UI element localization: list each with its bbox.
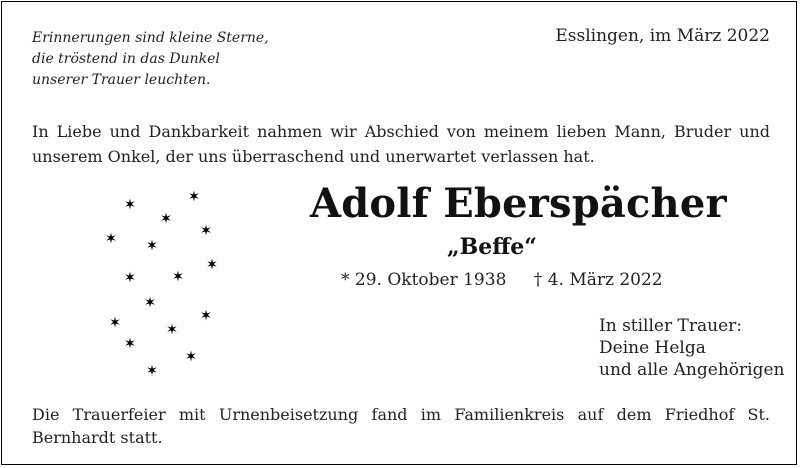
mourners-line: In stiller Trauer:: [599, 316, 742, 336]
star-icon: [110, 317, 120, 328]
deceased-name: Adolf Eberspächer: [310, 180, 727, 227]
star-icon: [147, 365, 157, 376]
stars-graphic: [102, 188, 222, 378]
star-icon: [145, 297, 155, 308]
obituary-card: [1, 1, 797, 465]
deceased-nickname: „Beffe“: [447, 234, 537, 260]
place-date: Esslingen, im März 2022: [555, 26, 770, 46]
death-date: † 4. März 2022: [533, 270, 663, 290]
star-icon: [173, 271, 183, 282]
birth-date: * 29. Oktober 1938: [341, 270, 507, 290]
star-icon: [106, 233, 116, 244]
star-icon: [125, 338, 135, 349]
star-icon: [201, 225, 211, 236]
poem-line: Erinnerungen sind kleine Sterne,: [32, 30, 269, 46]
star-icon: [125, 199, 135, 210]
life-dates: [341, 270, 663, 290]
star-decoration: [102, 188, 222, 378]
poem: [32, 28, 269, 91]
star-icon: [207, 259, 217, 270]
star-icon: [161, 213, 171, 224]
star-icon: [167, 324, 177, 335]
star-icon: [147, 240, 157, 251]
star-icon: [186, 351, 196, 362]
intro-text: In Liebe und Dankbarkeit nahmen wir Abschied von meinem lieben Mann, Bruder und unserem Onkel, der uns überraschend und unerwartet verlassen hat.: [32, 122, 770, 166]
poem-line: unserer Trauer leuchten.: [32, 72, 211, 88]
ceremony-text: Die Trauerfeier mit Urnenbeisetzung fand im Familienkreis auf dem Friedhof St. Bernhardt statt.: [32, 405, 770, 447]
star-icon: [189, 191, 199, 202]
mourners-line: Deine Helga: [599, 338, 706, 358]
poem-line: die tröstend in das Dunkel: [32, 51, 220, 67]
mourners: [599, 315, 784, 381]
star-icon: [201, 310, 211, 321]
mourners-line: und alle Angehörigen: [599, 360, 785, 380]
star-icon: [125, 272, 135, 283]
